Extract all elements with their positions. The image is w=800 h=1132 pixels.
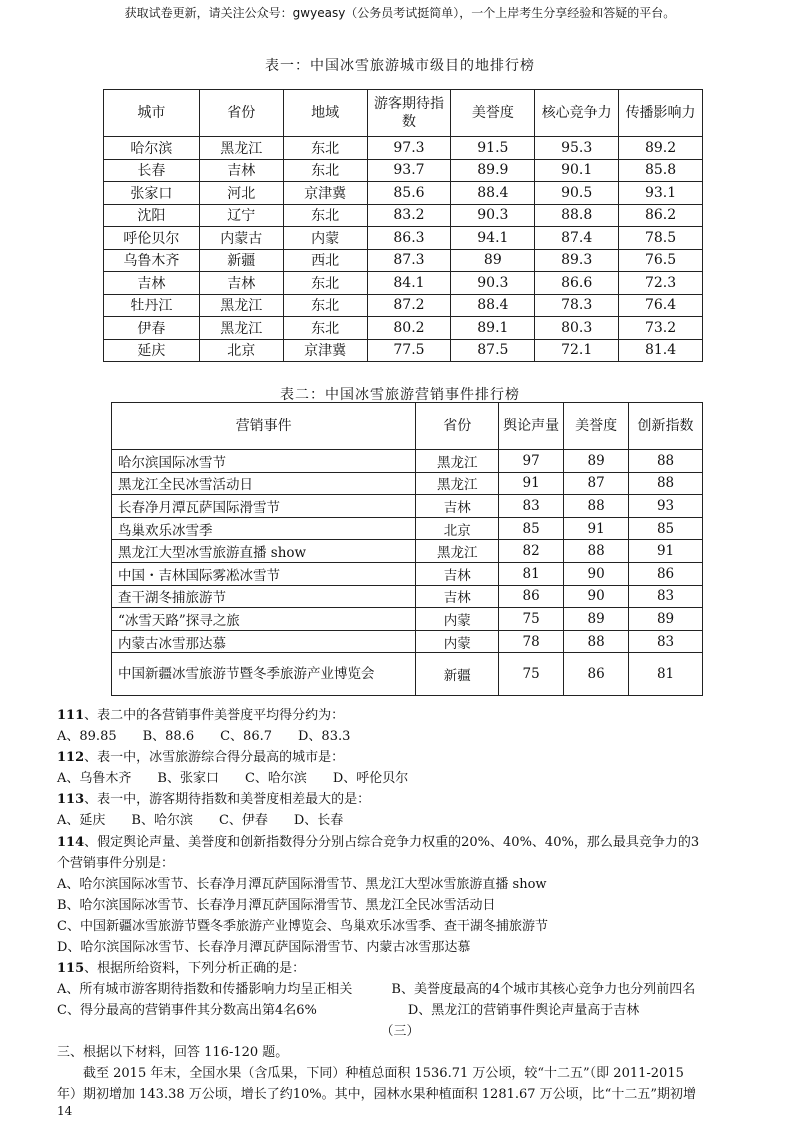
table-cell: 80.2 bbox=[367, 317, 451, 340]
table-row bbox=[104, 317, 703, 340]
table-cell: 80.3 bbox=[535, 317, 619, 340]
table-cell: 83 bbox=[499, 495, 564, 518]
question-stem: 、表一中，游客期待指数和美誉度相差最大的是： bbox=[84, 792, 371, 807]
table-cell: 吉林 bbox=[199, 272, 283, 295]
question-115-options-ab: A、所有城市游客期待指数和传播影响力均呈正相关 B、美誉度最高的4个城市其核心竞争力也分列前四名 bbox=[57, 982, 696, 997]
table1-header-row bbox=[104, 90, 703, 137]
table-cell: 82 bbox=[499, 540, 564, 563]
question-number: 112 bbox=[57, 750, 85, 765]
table-cell: 93.7 bbox=[367, 159, 451, 182]
table-cell: 吉林 bbox=[104, 272, 200, 295]
table-cell: 90.1 bbox=[535, 159, 619, 182]
table-cell: 94.1 bbox=[451, 227, 535, 250]
table-cell: 查干湖冬捕旅游节 bbox=[112, 585, 416, 608]
table1-body bbox=[104, 137, 703, 362]
page-number: 14 bbox=[57, 1104, 73, 1118]
table-cell: 97.3 bbox=[367, 137, 451, 160]
table-cell: 内蒙 bbox=[283, 227, 367, 250]
question-111-options: A、89.85 B、88.6 C、86.7 D、83.3 bbox=[57, 729, 351, 744]
column-header: 创新指数 bbox=[629, 403, 703, 450]
table-cell: 吉林 bbox=[199, 159, 283, 182]
table-cell: 81 bbox=[499, 562, 564, 585]
table-row bbox=[112, 540, 703, 563]
table-cell: 吉林 bbox=[416, 585, 499, 608]
table-cell: 91.5 bbox=[451, 137, 535, 160]
table-cell: 88 bbox=[564, 540, 629, 563]
table-cell: 84.1 bbox=[367, 272, 451, 295]
question-111 bbox=[57, 704, 757, 723]
table2-title: 表二：中国冰雪旅游营销事件排行榜 bbox=[280, 387, 520, 403]
question-stem: 、表二中的各营销事件美誉度平均得分约为： bbox=[84, 708, 345, 723]
table-cell: 88 bbox=[564, 630, 629, 653]
event-ranking-table bbox=[111, 402, 703, 696]
question-114 bbox=[57, 831, 757, 850]
table-row bbox=[104, 294, 703, 317]
question-number: 113 bbox=[57, 792, 85, 807]
table-cell: 90 bbox=[564, 585, 629, 608]
table-cell: 89 bbox=[629, 608, 703, 631]
column-header: 美誉度 bbox=[564, 403, 629, 450]
table-cell: 86.2 bbox=[619, 204, 703, 227]
question-112 bbox=[57, 746, 757, 765]
material-paragraph-line2: 年）期初增加 143.38 万公顷，增长了约10%。其中，园林水果种植面积 1281.67 万公顷，比“十二五”期初增 bbox=[57, 1087, 696, 1102]
table2-body bbox=[112, 450, 703, 696]
question-stem: 、表一中，冰雪旅游综合得分最高的城市是： bbox=[84, 750, 345, 765]
table-cell: 黑龙江 bbox=[199, 294, 283, 317]
table-row bbox=[112, 495, 703, 518]
question-stem: 、假定舆论声量、美誉度和创新指数得分分别占综合竞争力权重的20%、40%、40%，那么最具竞争力的3 bbox=[84, 835, 700, 850]
question-115 bbox=[57, 957, 757, 976]
table-cell: 83.2 bbox=[367, 204, 451, 227]
table-row bbox=[104, 159, 703, 182]
table-cell: 88.4 bbox=[451, 294, 535, 317]
table-cell: 87.5 bbox=[451, 339, 535, 362]
table-cell: 中国・吉林国际雾凇冰雪节 bbox=[112, 562, 416, 585]
table-cell: 81.4 bbox=[619, 339, 703, 362]
table-cell: 黑龙江 bbox=[416, 450, 499, 473]
table-cell: 87.3 bbox=[367, 249, 451, 272]
column-header: 美誉度 bbox=[451, 90, 535, 137]
table-row bbox=[104, 182, 703, 205]
table-cell: 85.8 bbox=[619, 159, 703, 182]
table-row bbox=[112, 653, 703, 696]
question-114-stem-cont: 个营销事件分别是： bbox=[57, 856, 175, 871]
table-cell: 东北 bbox=[283, 317, 367, 340]
table-cell: 东北 bbox=[283, 159, 367, 182]
table-cell: 89 bbox=[564, 450, 629, 473]
table-cell: 91 bbox=[629, 540, 703, 563]
question-number: 111 bbox=[57, 708, 85, 723]
table-cell: 85.6 bbox=[367, 182, 451, 205]
question-114-option-c: C、中国新疆冰雪旅游节暨冬季旅游产业博览会、鸟巢欢乐冰雪季、查干湖冬捕旅游节 bbox=[57, 919, 548, 934]
table-cell: 88 bbox=[629, 472, 703, 495]
table-cell: 沈阳 bbox=[104, 204, 200, 227]
table-cell: 78.5 bbox=[619, 227, 703, 250]
table-cell: 东北 bbox=[283, 137, 367, 160]
column-header: 省份 bbox=[416, 403, 499, 450]
table-cell: “冰雪天路”探寻之旅 bbox=[112, 608, 416, 631]
question-114-option-d: D、哈尔滨国际冰雪节、长春净月潭瓦萨国际滑雪节、内蒙古冰雪那达慕 bbox=[57, 940, 471, 955]
table-cell: 吉林 bbox=[416, 562, 499, 585]
table-row bbox=[104, 339, 703, 362]
column-header: 游客期待指数 bbox=[367, 90, 451, 137]
column-header: 传播影响力 bbox=[619, 90, 703, 137]
table-row bbox=[112, 472, 703, 495]
table-cell: 89.2 bbox=[619, 137, 703, 160]
table-cell: 89.9 bbox=[451, 159, 535, 182]
table-cell: 内蒙 bbox=[416, 630, 499, 653]
column-header: 地域 bbox=[283, 90, 367, 137]
table-row bbox=[112, 562, 703, 585]
table-cell: 伊春 bbox=[104, 317, 200, 340]
table-cell: 中国新疆冰雪旅游节暨冬季旅游产业博览会 bbox=[112, 653, 416, 696]
table-cell: 88 bbox=[629, 450, 703, 473]
table-cell: 87.2 bbox=[367, 294, 451, 317]
table-cell: 内蒙古 bbox=[199, 227, 283, 250]
table-row bbox=[104, 272, 703, 295]
table-cell: 89 bbox=[564, 608, 629, 631]
question-number: 114 bbox=[57, 835, 85, 850]
table-cell: 97 bbox=[499, 450, 564, 473]
table-cell: 73.2 bbox=[619, 317, 703, 340]
table-cell: 87 bbox=[564, 472, 629, 495]
table-cell: 黑龙江全民冰雪活动日 bbox=[112, 472, 416, 495]
table-cell: 86 bbox=[564, 653, 629, 696]
table-cell: 北京 bbox=[416, 517, 499, 540]
table-cell: 85 bbox=[629, 517, 703, 540]
table-row bbox=[112, 450, 703, 473]
table1-title: 表一：中国冰雪旅游城市级目的地排行榜 bbox=[265, 58, 535, 74]
table-cell: 90 bbox=[564, 562, 629, 585]
table-cell: 京津冀 bbox=[283, 182, 367, 205]
table-cell: 延庆 bbox=[104, 339, 200, 362]
table-cell: 乌鲁木齐 bbox=[104, 249, 200, 272]
table-cell: 86 bbox=[629, 562, 703, 585]
table-cell: 呼伦贝尔 bbox=[104, 227, 200, 250]
table-cell: 东北 bbox=[283, 294, 367, 317]
table-cell: 北京 bbox=[199, 339, 283, 362]
question-stem: 、根据所给资料，下列分析正确的是： bbox=[84, 961, 306, 976]
table-cell: 京津冀 bbox=[283, 339, 367, 362]
column-header: 城市 bbox=[104, 90, 200, 137]
column-header: 营销事件 bbox=[112, 403, 416, 450]
table-cell: 87.4 bbox=[535, 227, 619, 250]
table-cell: 76.5 bbox=[619, 249, 703, 272]
column-header: 舆论声量 bbox=[499, 403, 564, 450]
table-cell: 83 bbox=[629, 585, 703, 608]
question-113-options: A、延庆 B、哈尔滨 C、伊春 D、长春 bbox=[57, 813, 344, 828]
table-cell: 86.3 bbox=[367, 227, 451, 250]
table-cell: 89 bbox=[451, 249, 535, 272]
table-cell: 91 bbox=[564, 517, 629, 540]
table-cell: 86 bbox=[499, 585, 564, 608]
table-cell: 91 bbox=[499, 472, 564, 495]
table-cell: 81 bbox=[629, 653, 703, 696]
question-115-options-cd: C、得分最高的营销事件其分数高出第4名6% D、黑龙江的营销事件舆论声量高于吉林 bbox=[57, 1003, 640, 1018]
table-cell: 90.3 bbox=[451, 272, 535, 295]
table-row bbox=[104, 204, 703, 227]
table-cell: 72.1 bbox=[535, 339, 619, 362]
table2-header-row bbox=[112, 403, 703, 450]
question-112-options: A、乌鲁木齐 B、张家口 C、哈尔滨 D、呼伦贝尔 bbox=[57, 771, 409, 786]
table-row bbox=[104, 249, 703, 272]
table-cell: 95.3 bbox=[535, 137, 619, 160]
table-cell: 75 bbox=[499, 608, 564, 631]
table-cell: 黑龙江 bbox=[199, 137, 283, 160]
section-marker: （三） bbox=[380, 1024, 420, 1039]
table-row bbox=[112, 630, 703, 653]
table-cell: 90.3 bbox=[451, 204, 535, 227]
table-cell: 77.5 bbox=[367, 339, 451, 362]
table-cell: 哈尔滨 bbox=[104, 137, 200, 160]
table-row bbox=[104, 227, 703, 250]
table-cell: 哈尔滨国际冰雪节 bbox=[112, 450, 416, 473]
table-cell: 85 bbox=[499, 517, 564, 540]
table-cell: 93.1 bbox=[619, 182, 703, 205]
table-cell: 90.5 bbox=[535, 182, 619, 205]
table-cell: 内蒙 bbox=[416, 608, 499, 631]
table-cell: 89.1 bbox=[451, 317, 535, 340]
question-114-option-b: B、哈尔滨国际冰雪节、长春净月潭瓦萨国际滑雪节、黑龙江全民冰雪活动日 bbox=[57, 898, 496, 913]
table-cell: 黑龙江 bbox=[416, 472, 499, 495]
table-cell: 89.3 bbox=[535, 249, 619, 272]
question-113 bbox=[57, 788, 757, 807]
table-cell: 辽宁 bbox=[199, 204, 283, 227]
table-row bbox=[112, 517, 703, 540]
column-header: 核心竞争力 bbox=[535, 90, 619, 137]
material-paragraph-line1: 截至 2015 年末，全国水果（含瓜果，下同）种植总面积 1536.71 万公顷，较“十二五”（即 2011-2015 bbox=[57, 1066, 684, 1081]
city-ranking-table bbox=[103, 89, 703, 362]
section-intro: 三、根据以下材料，回答 116-120 题。 bbox=[57, 1045, 289, 1060]
table-cell: 75 bbox=[499, 653, 564, 696]
table-cell: 88.8 bbox=[535, 204, 619, 227]
page-header-notice: 获取试卷更新，请关注公众号：gwyeasy（公务员考试挺简单），一个上岸考生分享经验和答疑的平台。 bbox=[124, 6, 676, 20]
table-cell: 东北 bbox=[283, 204, 367, 227]
table-cell: 88 bbox=[564, 495, 629, 518]
table-row bbox=[112, 608, 703, 631]
table-cell: 新疆 bbox=[416, 653, 499, 696]
table-cell: 河北 bbox=[199, 182, 283, 205]
table-cell: 76.4 bbox=[619, 294, 703, 317]
table-cell: 黑龙江 bbox=[199, 317, 283, 340]
table-cell: 88.4 bbox=[451, 182, 535, 205]
table-cell: 黑龙江大型冰雪旅游直播 show bbox=[112, 540, 416, 563]
table-cell: 西北 bbox=[283, 249, 367, 272]
table-cell: 长春净月潭瓦萨国际滑雪节 bbox=[112, 495, 416, 518]
table-cell: 吉林 bbox=[416, 495, 499, 518]
table-cell: 新疆 bbox=[199, 249, 283, 272]
table-cell: 78.3 bbox=[535, 294, 619, 317]
table-row bbox=[112, 585, 703, 608]
table-cell: 内蒙古冰雪那达慕 bbox=[112, 630, 416, 653]
table-cell: 93 bbox=[629, 495, 703, 518]
table-cell: 长春 bbox=[104, 159, 200, 182]
table-row bbox=[104, 137, 703, 160]
table-cell: 黑龙江 bbox=[416, 540, 499, 563]
table-cell: 东北 bbox=[283, 272, 367, 295]
question-114-option-a: A、哈尔滨国际冰雪节、长春净月潭瓦萨国际滑雪节、黑龙江大型冰雪旅游直播 show bbox=[57, 877, 547, 892]
table-cell: 张家口 bbox=[104, 182, 200, 205]
table-cell: 鸟巢欢乐冰雪季 bbox=[112, 517, 416, 540]
table-cell: 72.3 bbox=[619, 272, 703, 295]
table-cell: 83 bbox=[629, 630, 703, 653]
table-cell: 78 bbox=[499, 630, 564, 653]
column-header: 省份 bbox=[199, 90, 283, 137]
question-number: 115 bbox=[57, 961, 85, 976]
table-cell: 86.6 bbox=[535, 272, 619, 295]
table-cell: 牡丹江 bbox=[104, 294, 200, 317]
